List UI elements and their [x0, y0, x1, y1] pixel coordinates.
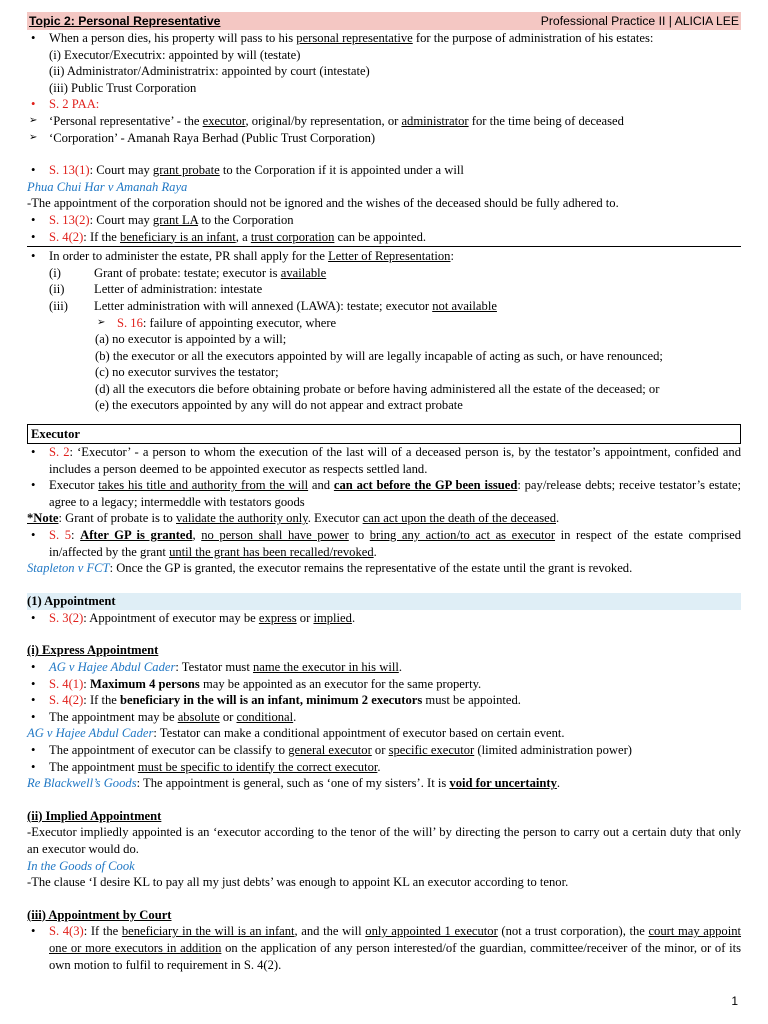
definition-corporation: ➢ ‘Corporation’ - Amanah Raya Berhad (Public Trust Corporation) — [29, 130, 376, 145]
s4-1-bullet: • S. 4(1): Maximum 4 persons may be appointed as an executor for the same property. — [31, 676, 482, 691]
bullet-icon: • — [31, 742, 36, 757]
s13-1-bullet: • S. 13(1): Court may grant probate to the Corporation if it is appointed under a will — [31, 163, 464, 178]
header-right: Professional Practice II | ALICIA LEE — [540, 14, 739, 28]
bullet-icon: • — [31, 759, 36, 774]
case-cook-text: -The clause ‘I desire KL to pay all my just debts’ was enough to appoint KL an executor according to tenor. — [27, 875, 569, 890]
bullet-icon: • — [31, 445, 36, 460]
bullet-icon: • — [31, 610, 36, 625]
bullet-icon: • — [31, 660, 36, 674]
lor-item-la: (ii) Letter of administration: intestate — [49, 282, 263, 297]
bullet-icon: • — [31, 528, 36, 543]
case-cook: In the Goods of Cook — [27, 858, 135, 873]
definition-pr: ➢ ‘Personal representative’ - the executor, original/by representation, or administrator for the time being of deceased — [29, 113, 624, 128]
implied-text: -Executor impliedly appointed is an ‘executor according to the tenor of the will’ by directing the person to carry out a certain duty that only an executor would do. — [27, 825, 741, 856]
bullet-icon: • — [31, 478, 36, 493]
s2-executor-bullet: • S. 2: ‘Executor’ - a person to whom the execution of the last will of a deceased person is, by the testator’s appointment, confided and includes a person deemed to be appointed executor as respects settled land. — [31, 445, 741, 476]
pr-type-item: (iii) Public Trust Corporation — [49, 80, 197, 95]
s4-2-bullet: • S. 4(2): If the beneficiary is an infant, a trust corporation can be appointed. — [31, 229, 427, 244]
bullet-icon: • — [31, 249, 36, 264]
probate-note: *Note: Grant of probate is to validate the authority only. Executor can act upon the death of the deceased. — [27, 511, 560, 526]
bullet-icon: • — [31, 163, 36, 178]
bullet-icon: • — [31, 212, 36, 227]
s16-condition: (b) the executor or all the executors appointed by will are legally incapable of acting as such, or have renounced; — [95, 348, 663, 363]
arrow-bullet-icon: ➢ — [29, 131, 38, 143]
page-number: 1 — [731, 994, 738, 1009]
bullet-icon: • — [31, 693, 36, 708]
s5-bullet: • S. 5: After GP is granted, no person shall have power to bring any action/to act as executor in respect of the estate comprised in/affected by the grant until the grant has been recalled/revoked. — [31, 528, 741, 559]
lor-item-probate: (i) Grant of probate: testate; executor is available — [49, 265, 327, 280]
court-appointment-heading: (iii) Appointment by Court — [27, 907, 172, 922]
s3-2-bullet: • S. 3(2): Appointment of executor may be express or implied. — [31, 610, 356, 625]
s4-2-bullet: • S. 4(2): If the beneficiary in the will is an infant, minimum 2 executors must be appointed. — [31, 693, 521, 708]
bullet-icon: • — [31, 709, 36, 724]
lor-item-lawa: (iii) Letter administration with will annexed (LAWA): testate; executor not available — [49, 298, 497, 313]
pr-type-item: (ii) Administrator/Administratrix: appointed by court (intestate) — [49, 64, 370, 79]
s16-line: ➢ S. 16: failure of appointing executor, where — [97, 315, 337, 330]
appointment-heading: (1) Appointment — [27, 593, 741, 610]
bullet-icon: • — [31, 31, 36, 45]
executor-heading: Executor — [27, 424, 741, 444]
s16-condition: (a) no executor is appointed by a will; — [95, 332, 287, 347]
bullet-icon: • — [31, 676, 36, 691]
page-header — [27, 12, 741, 30]
bullet-icon: • — [31, 924, 36, 939]
s16-condition: (c) no executor survives the testator; — [95, 365, 279, 380]
s13-2-bullet: • S. 13(2): Court may grant LA to the Corporation — [31, 212, 294, 227]
classification-bullet: • The appointment of executor can be classify to general executor or specific executor (limited administration power) — [31, 742, 632, 757]
absolute-conditional-bullet: • The appointment may be absolute or conditional. — [31, 709, 297, 724]
divider — [27, 246, 741, 247]
arrow-bullet-icon: ➢ — [97, 316, 106, 328]
arrow-bullet-icon: ➢ — [29, 114, 38, 126]
case-blackwell: Re Blackwell’s Goods: The appointment is general, such as ‘one of my sisters’. It is void for uncertainty. — [27, 776, 561, 791]
specific-bullet: • The appointment must be specific to identify the correct executor. — [31, 759, 381, 774]
case-stapleton: Stapleton v FCT: Once the GP is granted, the executor remains the representative of the estate until the grant is revoked. — [27, 561, 633, 576]
case-phua-text: -The appointment of the corporation should not be ignored and the wishes of the deceased should be fully adhered to. — [27, 196, 619, 211]
bullet-icon: • — [31, 229, 36, 244]
header-title: Topic 2: Personal Representative — [29, 14, 221, 28]
s16-condition: (e) the executors appointed by any will do not appear and extract probate — [95, 398, 463, 413]
implied-appointment-heading: (ii) Implied Appointment — [27, 808, 162, 823]
express-appointment-heading: (i) Express Appointment — [27, 643, 159, 658]
s4-3-bullet: • S. 4(3): If the beneficiary in the will is an infant, and the will only appointed 1 executor (not a trust corporation), the court may appoint one or more executors in addition on the application of any person interested/of the guardian, committee/receiver of the minor, or of its own motion to fulfil to requirement in S. 4(2). — [31, 924, 742, 972]
s2-paa-bullet: • S. 2 PAA: — [31, 97, 100, 112]
intro-bullet: • When a person dies, his property will pass to his personal representative for the purpose of administration of his estates: — [31, 31, 654, 45]
executor-title-bullet: • Executor takes his title and authority from the will and can act before the GP been issued: pay/release debts; receive testator’s estate; agree to a legacy; intermeddle with testators goods — [31, 478, 741, 509]
lor-bullet: • In order to administer the estate, PR shall apply for the Letter of Representation: — [31, 249, 454, 264]
pr-type-item: (i) Executor/Executrix: appointed by will (testate) — [49, 47, 301, 62]
case-ag-cader-conditional: AG v Hajee Abdul Cader: Testator can make a conditional appointment of executor based on certain event. — [27, 726, 565, 741]
s16-condition: (d) all the executors die before obtaining probate or before having administered all the estate of the deceased; or — [95, 381, 660, 396]
case-phua: Phua Chui Har v Amanah Raya — [27, 179, 188, 194]
ag-cader-bullet: • AG v Hajee Abdul Cader: Testator must name the executor in his will. — [31, 660, 402, 674]
bullet-icon: • — [31, 97, 36, 112]
document-page — [27, 12, 741, 973]
